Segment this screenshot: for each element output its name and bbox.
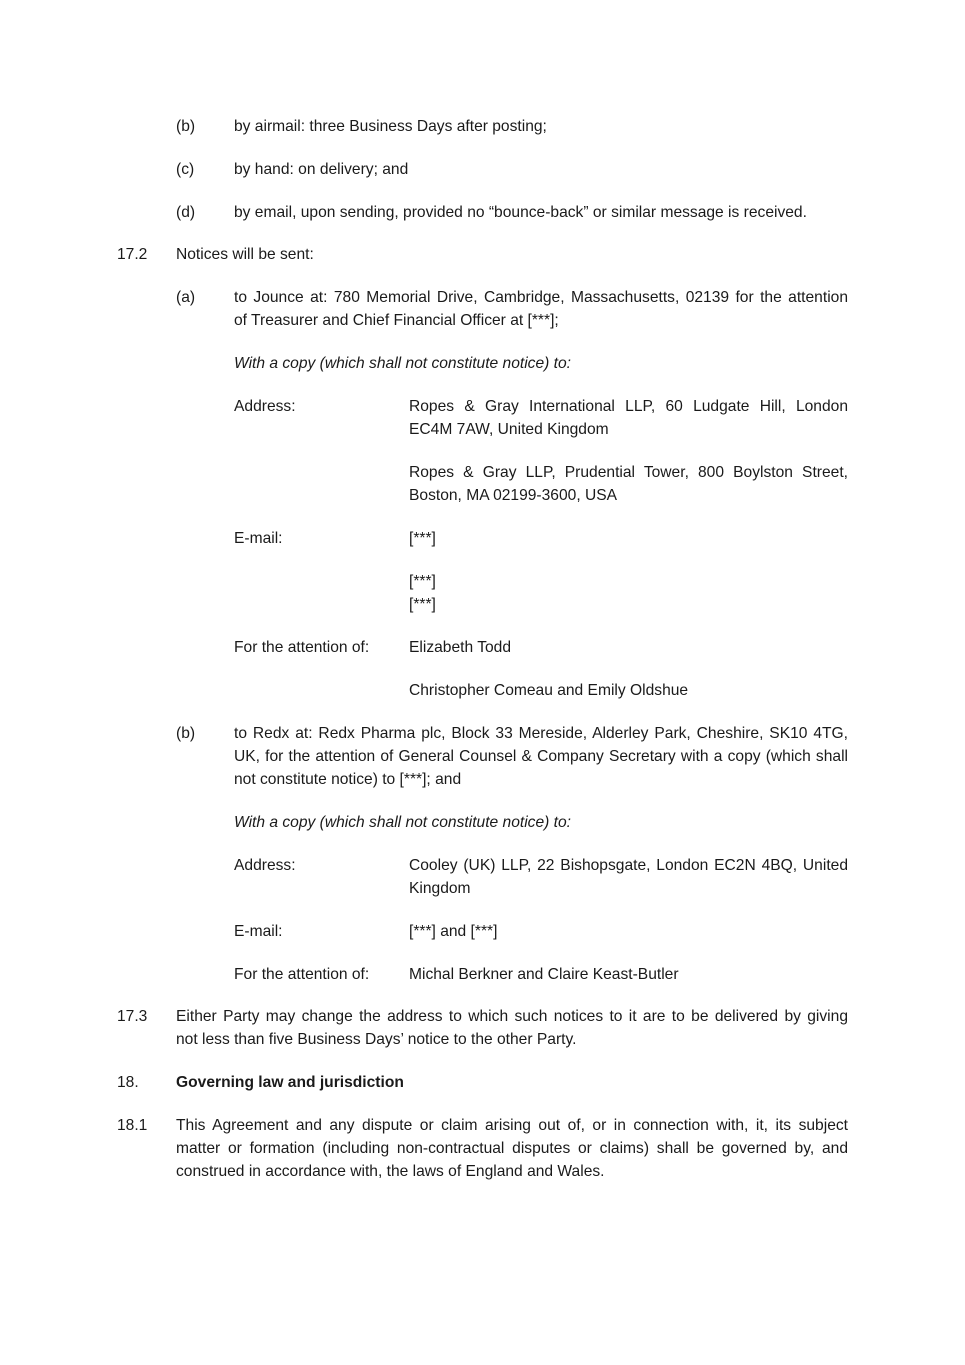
item-label-d: (d): [176, 204, 196, 221]
redx-address-line-2: Kingdom: [409, 880, 471, 897]
jounce-attention-1: Elizabeth Todd: [409, 639, 512, 656]
clause-17-3-number: 17.3: [117, 1008, 148, 1025]
jounce-text-line-1: to Jounce at: 780 Memorial Drive, Cambridge, Massachusetts, 02139 for the attention: [234, 289, 848, 306]
redx-attention: Michal Berkner and Claire Keast-Butler: [409, 966, 679, 983]
jounce-email-2: [***]: [409, 573, 436, 590]
jounce-attention-label: For the attention of:: [234, 639, 370, 656]
item-label-b: (b): [176, 118, 196, 135]
redx-text-line-2: UK, for the attention of General Counsel & Company Secretary with a copy (which shall: [234, 748, 848, 765]
clause-17-3-line-1: Either Party may change the address to which such notices to it are to be delivered by giving: [176, 1008, 848, 1025]
jounce-attention-2: Christopher Comeau and Emily Oldshue: [409, 682, 689, 699]
jounce-address-1-line-2: EC4M 7AW, United Kingdom: [409, 421, 609, 438]
clause-17-2-number: 17.2: [117, 246, 148, 263]
redx-address-label: Address:: [234, 857, 296, 874]
redx-text-line-1: to Redx at: Redx Pharma plc, Block 33 Mereside, Alderley Park, Cheshire, SK10 4TG,: [234, 725, 848, 742]
redx-copy-note: With a copy (which shall not constitute notice) to:: [234, 814, 572, 831]
clause-18-1-line-1: This Agreement and any dispute or claim arising out of, or in connection with, it, its subject: [176, 1117, 848, 1134]
redx-email-label: E-mail:: [234, 923, 283, 940]
redx-attention-label: For the attention of:: [234, 966, 370, 983]
clause-18-1-line-3: construed in accordance with, the laws of England and Wales.: [176, 1163, 605, 1180]
jounce-copy-note: With a copy (which shall not constitute notice) to:: [234, 355, 572, 372]
jounce-email-3: [***]: [409, 596, 436, 613]
item-text-d: by email, upon sending, provided no “bounce-back” or similar message is received.: [234, 204, 807, 221]
clause-18-number: 18.: [117, 1074, 139, 1091]
jounce-email-1: [***]: [409, 530, 436, 547]
clause-17-2-text: Notices will be sent:: [176, 246, 314, 263]
redx-label: (b): [176, 725, 196, 742]
jounce-text-line-2: of Treasurer and Chief Financial Officer at [***];: [234, 312, 559, 329]
item-text-b: by airmail: three Business Days after posting;: [234, 118, 547, 135]
clause-18-heading: Governing law and jurisdiction: [176, 1074, 404, 1091]
redx-email: [***] and [***]: [409, 923, 498, 940]
jounce-label: (a): [176, 289, 196, 306]
jounce-email-label: E-mail:: [234, 530, 283, 547]
jounce-address-2-line-2: Boston, MA 02199-3600, USA: [409, 487, 618, 504]
redx-address-line-1: Cooley (UK) LLP, 22 Bishopsgate, London EC2N 4BQ, United: [409, 857, 848, 874]
item-text-c: by hand: on delivery; and: [234, 161, 409, 178]
jounce-address-2-line-1: Ropes & Gray LLP, Prudential Tower, 800 Boylston Street,: [409, 464, 848, 481]
jounce-address-label: Address:: [234, 398, 296, 415]
redx-text-line-3: not constitute notice) to [***]; and: [234, 771, 462, 788]
clause-18-1-number: 18.1: [117, 1117, 148, 1134]
clause-18-1-line-2: matter or formation (including non-contractual disputes or claims) shall be governed by, and: [176, 1140, 848, 1157]
item-label-c: (c): [176, 161, 195, 178]
jounce-address-1-line-1: Ropes & Gray International LLP, 60 Ludgate Hill, London: [409, 398, 848, 415]
clause-17-3-line-2: not less than five Business Days’ notice to the other Party.: [176, 1031, 577, 1048]
